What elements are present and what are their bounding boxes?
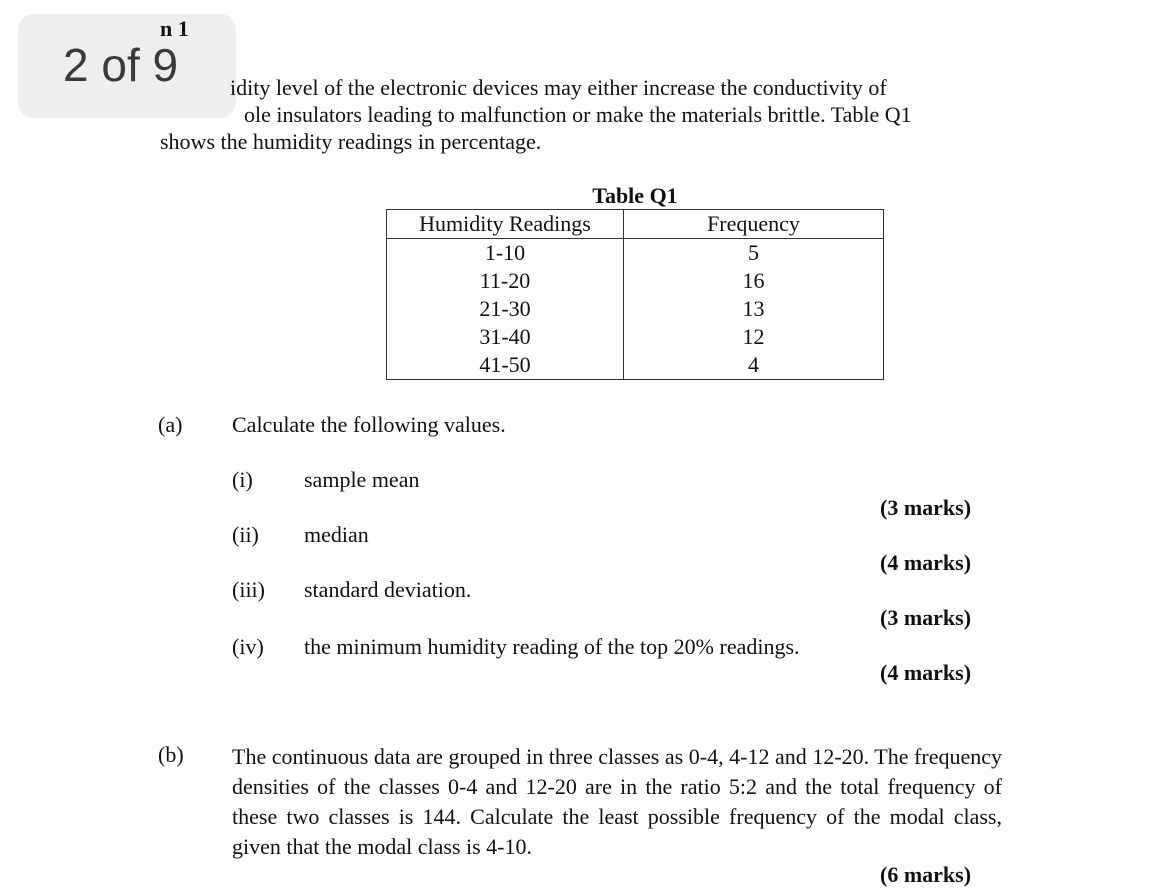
cell-frequency: 13: [624, 295, 884, 323]
header-frequency: Frequency: [624, 210, 884, 239]
question-title: n 1: [160, 16, 189, 41]
table-row: [387, 323, 884, 351]
part-a-label: (a): [158, 412, 183, 437]
cell-reading: 1-10: [387, 239, 624, 268]
table-row: [387, 351, 884, 380]
item-iii-text: standard deviation.: [304, 577, 472, 602]
cell-reading: 21-30: [387, 295, 624, 323]
humidity-table: [386, 209, 884, 380]
item-iii-number: (iii): [232, 577, 265, 602]
page-indicator-text: 2 of 9: [63, 39, 179, 91]
item-ii-text: median: [304, 522, 369, 547]
cell-frequency: 12: [624, 323, 884, 351]
part-a-text: Calculate the following values.: [232, 412, 506, 437]
item-iv-number: (iv): [232, 634, 264, 659]
item-iii-marks: (3 marks): [880, 605, 972, 630]
part-b-label: (b): [158, 742, 184, 767]
table-row: [387, 295, 884, 323]
intro-line-3: shows the humidity readings in percentage.: [160, 129, 542, 154]
part-b-marks: (6 marks): [880, 862, 972, 887]
part-b-text: The continuous data are grouped in three classes as 0-4, 4-12 and 12-20. The frequency densities of the classes 0-4 and 12-20 are in the ratio 5:2 and the total frequency of these two classes is 144. Calculate the least possible frequency of the modal class, given that the modal class is 4-10.: [232, 744, 1002, 859]
item-iv-marks: (4 marks): [880, 660, 972, 685]
table-caption: Table Q1: [592, 183, 678, 208]
cell-frequency: 5: [624, 239, 884, 268]
cell-reading: 31-40: [387, 323, 624, 351]
item-i-text: sample mean: [304, 467, 420, 492]
cell-reading: 11-20: [387, 267, 624, 295]
item-ii-number: (ii): [232, 522, 259, 547]
header-humidity-readings: Humidity Readings: [387, 210, 624, 239]
table-header-row: [387, 210, 884, 239]
cell-frequency: 4: [624, 351, 884, 380]
item-i-marks: (3 marks): [880, 495, 972, 520]
cell-reading: 41-50: [387, 351, 624, 380]
item-i-number: (i): [232, 467, 253, 492]
cell-frequency: 16: [624, 267, 884, 295]
item-ii-marks: (4 marks): [880, 550, 972, 575]
table-row: [387, 267, 884, 295]
item-iv-text: the minimum humidity reading of the top 20% readings.: [304, 634, 800, 659]
intro-line-1: idity level of the electronic devices may either increase the conductivity of: [230, 75, 887, 100]
table-row: [387, 239, 884, 268]
intro-line-2: ole insulators leading to malfunction or make the materials brittle. Table Q1: [244, 102, 912, 127]
page-indicator-badge: [18, 14, 236, 118]
